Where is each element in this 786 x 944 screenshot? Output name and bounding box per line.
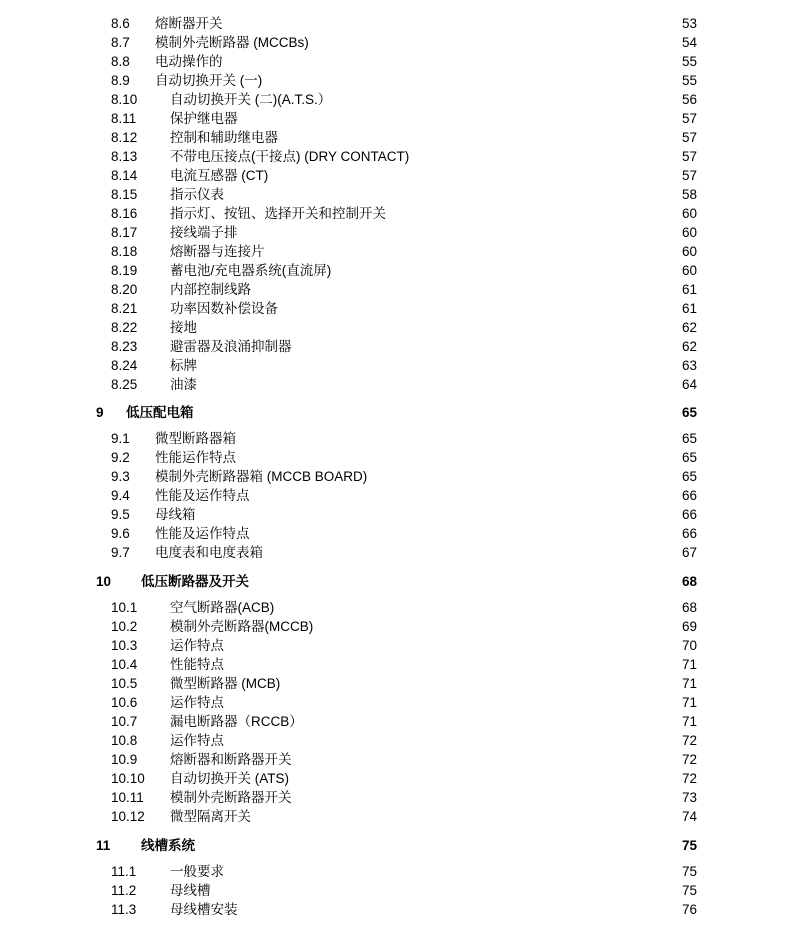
toc-entry-number: 11.3: [111, 902, 137, 917]
toc-entry-row[interactable]: [0, 769, 786, 788]
toc-entry-title: 控制和辅助继电器: [170, 130, 278, 145]
toc-entry-page: 70: [681, 638, 697, 653]
toc-chapter-row[interactable]: [0, 403, 786, 422]
toc-entry-title: 漏电断路器（RCCB）: [170, 714, 303, 729]
toc-entry-page: 67: [681, 545, 697, 560]
toc-entry-row[interactable]: [0, 712, 786, 731]
toc-entry-number: 10.5: [111, 676, 138, 691]
toc-entry-row[interactable]: [0, 881, 786, 900]
toc-entry-row[interactable]: [0, 128, 786, 147]
toc-entry-page: 62: [681, 339, 697, 354]
toc-chapter-row[interactable]: [0, 572, 786, 591]
toc-entry-number: 8.17: [111, 225, 138, 240]
toc-entry-number: 10.2: [111, 619, 138, 634]
toc-entry-title: 模制外壳断路器 (MCCBs): [155, 35, 309, 50]
toc-entry-number: 8.6: [111, 16, 130, 31]
toc-entry-page: 69: [681, 619, 697, 634]
toc-entry-number: 8.25: [111, 377, 138, 392]
toc-entry-number: 10.1: [111, 600, 138, 615]
toc-entry-title: 电动操作的: [155, 54, 223, 69]
toc-entry-row[interactable]: [0, 299, 786, 318]
toc-entry-title: 微型断路器 (MCB): [170, 676, 281, 691]
toc-entry-page: 68: [681, 600, 697, 615]
toc-entry-page: 74: [681, 809, 697, 824]
toc-entry-row[interactable]: [0, 356, 786, 375]
toc-entry-row[interactable]: [0, 147, 786, 166]
toc-entry-number: 8.8: [111, 54, 130, 69]
toc-entry-page: 57: [681, 168, 697, 183]
toc-entry-page: 71: [681, 695, 697, 710]
toc-entry-page: 68: [681, 574, 697, 589]
toc-entry-title: 一般要求: [170, 864, 224, 879]
toc-entry-page: 72: [681, 752, 697, 767]
toc-entry-number: 8.12: [111, 130, 138, 145]
toc-entry-number: 10.7: [111, 714, 138, 729]
toc-entry-page: 60: [681, 244, 697, 259]
toc-entry-title: 熔断器和断路器开关: [170, 752, 292, 767]
toc-entry-page: 60: [681, 225, 697, 240]
toc-entry-number: 10.12: [111, 809, 145, 824]
toc-chapter-row[interactable]: [0, 836, 786, 855]
toc-entry-number: 11: [96, 838, 111, 853]
toc-entry-number: 10.4: [111, 657, 138, 672]
toc-entry-row[interactable]: [0, 617, 786, 636]
toc-entry-title: 低压断路器及开关: [141, 574, 249, 589]
toc-entry-number: 8.14: [111, 168, 138, 183]
toc-entry-title: 运作特点: [170, 733, 224, 748]
toc-entry-number: 8.13: [111, 149, 138, 164]
toc-entry-title: 母线箱: [155, 507, 196, 522]
toc-entry-page: 57: [681, 130, 697, 145]
toc-entry-page: 65: [681, 469, 697, 484]
toc-entry-number: 8.7: [111, 35, 130, 50]
toc-entry-number: 10.3: [111, 638, 138, 653]
toc-entry-row[interactable]: [0, 750, 786, 769]
toc-entry-title: 保护继电器: [170, 111, 238, 126]
toc-entry-number: 10.11: [111, 790, 144, 805]
toc-entry-page: 61: [681, 282, 697, 297]
toc-entry-title: 低压配电箱: [126, 405, 194, 420]
toc-entry-title: 接地: [170, 320, 197, 335]
toc-entry-title: 油漆: [170, 377, 197, 392]
toc-entry-number: 8.21: [111, 301, 138, 316]
toc-entry-row[interactable]: [0, 90, 786, 109]
toc-entry-row[interactable]: [0, 429, 786, 448]
toc-entry-number: 8.9: [111, 73, 130, 88]
toc-entry-row[interactable]: [0, 524, 786, 543]
toc-entry-title: 指示仪表: [170, 187, 224, 202]
toc-entry-page: 55: [681, 54, 697, 69]
toc-entry-title: 运作特点: [170, 638, 224, 653]
toc-entry-row[interactable]: [0, 242, 786, 261]
toc-entry-row[interactable]: [0, 731, 786, 750]
toc-entry-title: 不带电压接点(干接点) (DRY CONTACT): [170, 149, 410, 164]
toc-entry-page: 57: [681, 149, 697, 164]
toc-entry-number: 9.7: [111, 545, 130, 560]
toc-entry-number: 8.20: [111, 282, 138, 297]
toc-entry-page: 53: [681, 16, 697, 31]
toc-entry-row[interactable]: [0, 900, 786, 919]
toc-entry-number: 8.18: [111, 244, 138, 259]
toc-entry-number: 10.8: [111, 733, 138, 748]
toc-entry-number: 8.10: [111, 92, 138, 107]
toc-entry-title: 性能特点: [170, 657, 224, 672]
toc-entry-number: 9.4: [111, 488, 130, 503]
toc-entry-title: 运作特点: [170, 695, 224, 710]
toc-entry-number: 9.6: [111, 526, 130, 541]
toc-entry-row[interactable]: [0, 318, 786, 337]
toc-entry-title: 接线端子排: [170, 225, 238, 240]
toc-entry-page: 75: [681, 864, 697, 879]
toc-entry-title: 熔断器开关: [155, 16, 223, 31]
toc-entry-row[interactable]: [0, 674, 786, 693]
toc-entry-row[interactable]: [0, 204, 786, 223]
toc-entry-title: 避雷器及浪涌抑制器: [170, 339, 292, 354]
toc-entry-number: 8.16: [111, 206, 138, 221]
toc-entry-row[interactable]: [0, 467, 786, 486]
toc-entry-title: 模制外壳断路器(MCCB): [170, 619, 314, 634]
toc-entry-page: 62: [681, 320, 697, 335]
toc-entry-title: 性能及运作特点: [155, 526, 250, 541]
toc-entry-row[interactable]: [0, 109, 786, 128]
toc-entry-page: 66: [681, 488, 697, 503]
toc-entry-number: 9.3: [111, 469, 130, 484]
toc-entry-page: 71: [681, 676, 697, 691]
toc-entry-row[interactable]: [0, 636, 786, 655]
toc-entry-row[interactable]: [0, 375, 786, 394]
toc-entry-title: 功率因数补偿设备: [170, 301, 278, 316]
toc-entry-number: 10: [96, 574, 112, 589]
toc-entry-title: 内部控制线路: [170, 282, 251, 297]
toc-entry-row[interactable]: [0, 788, 786, 807]
toc-entry-page: 61: [681, 301, 697, 316]
toc-entry-row[interactable]: [0, 862, 786, 881]
toc-entry-page: 65: [681, 431, 697, 446]
toc-entry-row[interactable]: [0, 486, 786, 505]
toc-entry-page: 66: [681, 507, 697, 522]
toc-entry-title: 模制外壳断路器箱 (MCCB BOARD): [155, 469, 368, 484]
toc-entry-row[interactable]: [0, 448, 786, 467]
toc-entry-page: 71: [681, 657, 697, 672]
toc-entry-title: 熔断器与连接片: [170, 244, 265, 259]
toc-entry-page: 73: [681, 790, 697, 805]
toc-entry-number: 9.1: [111, 431, 130, 446]
toc-entry-title: 微型断路器箱: [155, 431, 236, 446]
toc-entry-row[interactable]: [0, 505, 786, 524]
toc-entry-title: 自动切换开关 (ATS): [170, 771, 289, 786]
toc-entry-row[interactable]: [0, 14, 786, 33]
toc-entry-row[interactable]: [0, 185, 786, 204]
toc-entry-title: 自动切换开关 (一): [155, 73, 263, 88]
toc-entry-title: 微型隔离开关: [170, 809, 251, 824]
toc-entry-title: 母线槽: [170, 883, 211, 898]
toc-entry-title: 指示灯、按钮、选择开关和控制开关: [170, 206, 386, 221]
toc-entry-row[interactable]: [0, 807, 786, 826]
toc-entry-page: 60: [681, 263, 697, 278]
toc-entry-page: 65: [681, 450, 697, 465]
toc-entry-title: 模制外壳断路器开关: [170, 790, 292, 805]
toc-entry-page: 66: [681, 526, 697, 541]
toc-entry-page: 75: [681, 838, 697, 853]
toc-entry-row[interactable]: [0, 261, 786, 280]
toc-entry-title: 电度表和电度表箱: [155, 545, 263, 560]
toc-entry-page: 75: [681, 883, 697, 898]
toc-entry-number: 11.2: [111, 883, 137, 898]
toc-entry-title: 线槽系统: [141, 838, 195, 853]
toc-entry-row[interactable]: [0, 33, 786, 52]
toc-entry-page: 60: [681, 206, 697, 221]
toc-entry-title: 性能及运作特点: [155, 488, 250, 503]
toc-entry-number: 9.5: [111, 507, 130, 522]
toc-entry-number: 9: [96, 405, 104, 420]
toc-entry-row[interactable]: [0, 693, 786, 712]
toc-entry-title: 电流互感器 (CT): [170, 168, 269, 183]
toc-entry-row[interactable]: [0, 71, 786, 90]
toc-entry-number: 8.22: [111, 320, 138, 335]
toc-entry-row[interactable]: [0, 598, 786, 617]
toc-entry-row[interactable]: [0, 280, 786, 299]
toc-entry-page: 76: [681, 902, 697, 917]
toc-entry-number: 8.19: [111, 263, 138, 278]
toc-entry-number: 8.24: [111, 358, 138, 373]
toc-entry-row[interactable]: [0, 223, 786, 242]
toc-entry-page: 71: [681, 714, 697, 729]
toc-entry-title: 蓄电池/充电器系统(直流屏): [170, 263, 332, 278]
toc-entry-page: 54: [681, 35, 697, 50]
toc-entry-row[interactable]: [0, 166, 786, 185]
toc-entry-number: 9.2: [111, 450, 130, 465]
toc-entry-title: 性能运作特点: [155, 450, 236, 465]
toc-entry-title: 标牌: [170, 358, 197, 373]
toc-entry-row[interactable]: [0, 655, 786, 674]
toc-entry-page: 55: [681, 73, 697, 88]
toc-entry-number: 8.15: [111, 187, 138, 202]
toc-entry-row[interactable]: [0, 337, 786, 356]
toc-entry-title: 母线槽安装: [170, 902, 238, 917]
toc-entry-page: 63: [681, 358, 697, 373]
toc-entry-title: 空气断路器(ACB): [170, 600, 275, 615]
toc-entry-number: 8.11: [111, 111, 137, 126]
toc-entry-row[interactable]: [0, 543, 786, 562]
toc-entry-row[interactable]: [0, 52, 786, 71]
toc-entry-number: 10.9: [111, 752, 138, 767]
toc-entry-number: 10.6: [111, 695, 138, 710]
toc-entry-title: 自动切换开关 (二)(A.T.S.）: [170, 92, 332, 107]
toc-entry-number: 11.1: [111, 864, 137, 879]
toc-entry-page: 64: [681, 377, 697, 392]
toc-entry-page: 58: [681, 187, 697, 202]
toc-entry-number: 8.23: [111, 339, 138, 354]
toc-entry-page: 65: [681, 405, 697, 420]
toc-entry-number: 10.10: [111, 771, 145, 786]
toc-entry-page: 57: [681, 111, 697, 126]
toc-entry-page: 72: [681, 733, 697, 748]
toc-entry-page: 56: [681, 92, 697, 107]
toc-entry-page: 72: [681, 771, 697, 786]
